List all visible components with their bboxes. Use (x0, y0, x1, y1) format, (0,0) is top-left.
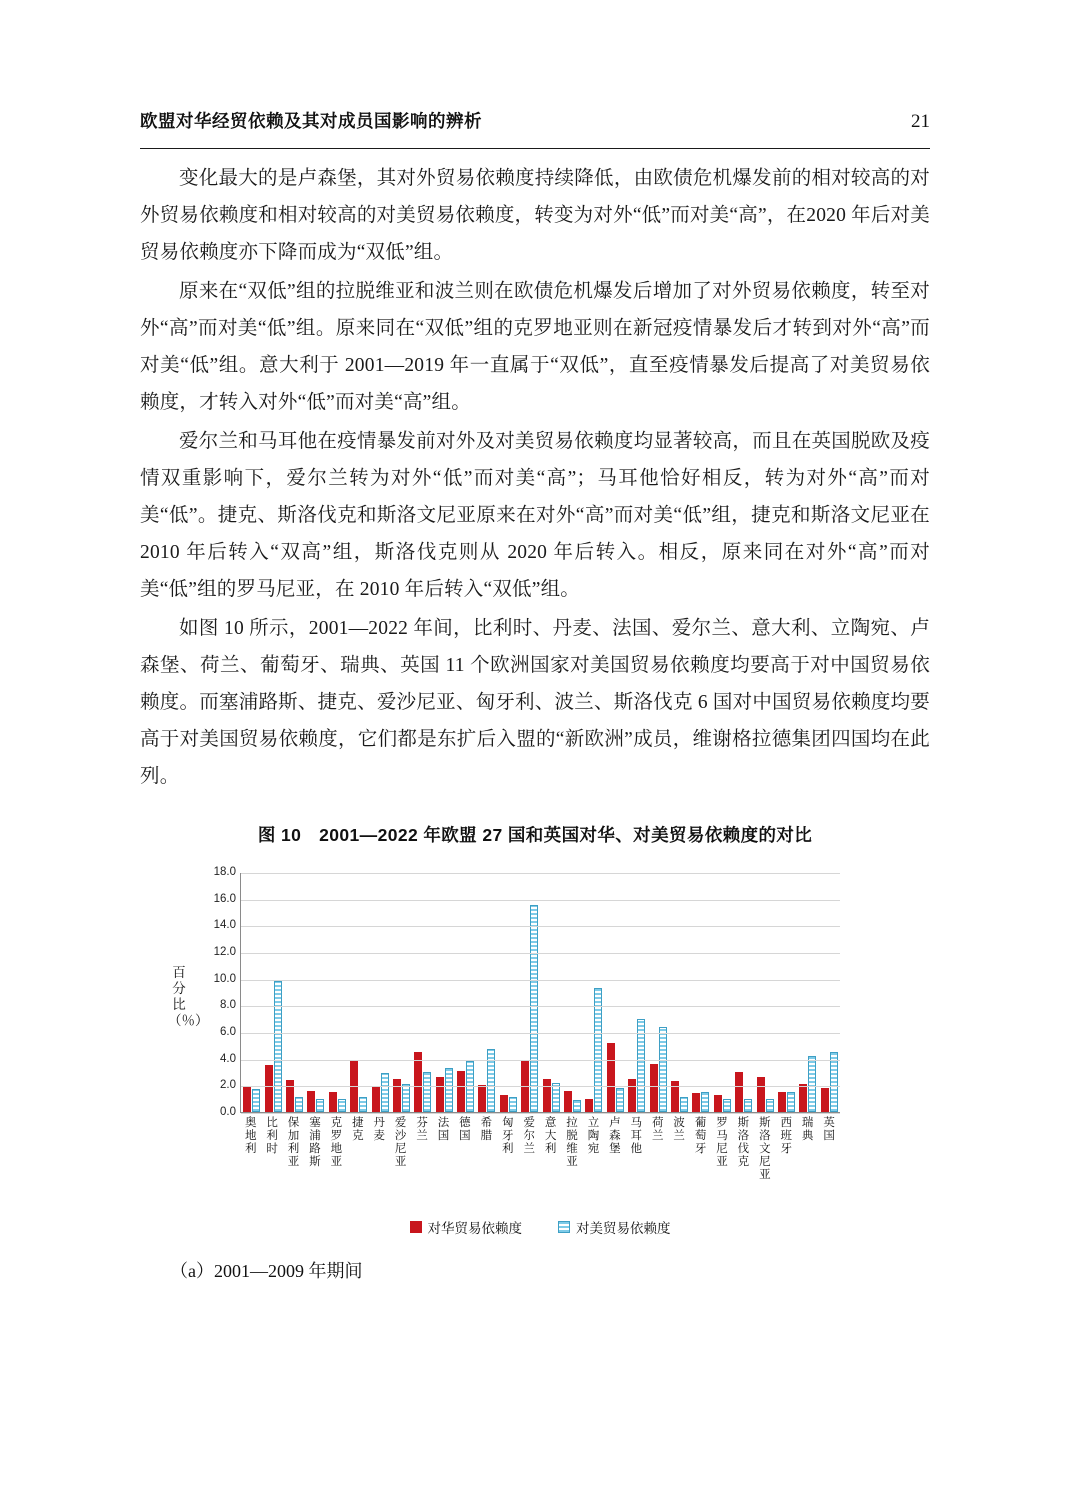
bar-group (626, 873, 647, 1112)
bar-us (381, 1073, 389, 1112)
legend-swatch-cn (410, 1221, 422, 1233)
x-axis-tick: 匈牙利 (502, 1117, 514, 1155)
y-axis-tick: 2.0 (220, 1079, 236, 1092)
bar-us (723, 1099, 731, 1112)
x-axis-tick: 斯洛文尼亚 (759, 1117, 771, 1181)
bar-cn (714, 1095, 722, 1112)
bar-us (316, 1099, 324, 1112)
x-axis-tick: 卢森堡 (609, 1117, 621, 1155)
bar-cn (500, 1095, 508, 1112)
bar-us (402, 1084, 410, 1112)
chart-bars (241, 873, 840, 1112)
x-axis-tick: 德国 (459, 1117, 471, 1142)
bar-group (412, 873, 433, 1112)
x-axis-tick: 爱沙尼亚 (394, 1117, 407, 1168)
bar-group (669, 873, 690, 1112)
legend-label-us: 对美贸易依赖度 (576, 1221, 671, 1236)
bar-group (605, 873, 626, 1112)
legend-label-cn: 对华贸易依赖度 (427, 1221, 522, 1236)
bar-group (284, 873, 305, 1112)
x-axis-tick: 波兰 (673, 1117, 685, 1142)
bar-us (659, 1027, 667, 1112)
bar-group (369, 873, 390, 1112)
figure-block (140, 822, 930, 1281)
bar-us (744, 1099, 752, 1112)
body-text (140, 160, 930, 797)
gridline (241, 1113, 840, 1114)
x-axis-tick: 希腊 (480, 1117, 493, 1142)
x-axis-tick: 奥地利 (244, 1117, 257, 1155)
gridline (241, 980, 840, 981)
bar-group (455, 873, 476, 1112)
bar-cn (457, 1071, 465, 1112)
bar-group (327, 873, 348, 1112)
x-axis-tick: 塞浦路斯 (309, 1117, 321, 1168)
bar-group (733, 873, 754, 1112)
bar-us (274, 981, 282, 1112)
page-header (140, 108, 930, 133)
x-axis-tick: 罗马尼亚 (716, 1117, 728, 1168)
bar-us (530, 905, 538, 1112)
x-axis-tick: 拉脱维亚 (566, 1117, 578, 1168)
bar-group (583, 873, 604, 1112)
bar-cn (329, 1092, 337, 1112)
paragraph: 爱尔兰和马耳他在疫情暴发前对外及对美贸易依赖度均显著较高，而且在英国脱欧及疫情双重影响下，爱尔兰转为对外“低”而对美“高”；马耳他恰好相反，转为对外“高”而对美“低”。捷克、斯洛伐克和斯洛文尼亚原来在对外“高”而对美“低”组，捷克和斯洛文尼亚在 2010 年后转入“双高”组，斯洛伐克则从 2020 年后转入。相反，原来同在对外“高”而对美“低”组的罗马尼亚，在 2010 年后转入“双低”组。 (140, 431, 930, 600)
bar-group (519, 873, 540, 1112)
bar-group (241, 873, 262, 1112)
bar-group (562, 873, 583, 1112)
x-axis-tick: 葡萄牙 (694, 1117, 707, 1155)
x-axis-tick: 意大利 (544, 1117, 557, 1155)
bar-cn (265, 1065, 273, 1112)
bar-cn (243, 1087, 251, 1112)
gridline (241, 1086, 840, 1087)
header-divider (140, 148, 930, 149)
x-axis-tick: 斯洛伐克 (737, 1117, 750, 1168)
legend-item-cn (410, 1217, 523, 1237)
paragraph: 变化最大的是卢森堡，其对外贸易依赖度持续降低，由欧债危机爆发前的相对较高的对外贸易依赖度和相对较高的对美贸易依赖度，转变为对外“低”而对美“高”，在2020 年后对美贸易依赖度亦下降而成为“双低”组。 (140, 168, 930, 263)
bar-us (295, 1097, 303, 1112)
y-axis-tick: 14.0 (213, 919, 236, 932)
gridline (241, 1033, 840, 1034)
bar-cn (436, 1077, 444, 1112)
bar-group (819, 873, 840, 1112)
bar-cn (650, 1064, 658, 1112)
bar-group (476, 873, 497, 1112)
gridline (241, 900, 840, 901)
y-axis-tick: 8.0 (220, 999, 236, 1012)
bar-us (252, 1089, 260, 1112)
gridline (241, 1060, 840, 1061)
bar-us (573, 1100, 581, 1112)
bar-cn (735, 1072, 743, 1112)
bar-cn (372, 1087, 380, 1112)
gridline (241, 873, 840, 874)
gridline (241, 1006, 840, 1007)
x-axis-tick: 西班牙 (780, 1117, 792, 1155)
bar-group (262, 873, 283, 1112)
x-axis-tick: 英国 (823, 1117, 835, 1142)
x-axis-tick: 瑞典 (801, 1117, 814, 1142)
y-axis-tick: 16.0 (213, 892, 236, 905)
x-axis-tick: 保加利亚 (287, 1117, 300, 1168)
bar-cn (799, 1084, 807, 1112)
bar-group (434, 873, 455, 1112)
bar-us (359, 1097, 367, 1112)
bar-group (712, 873, 733, 1112)
bar-us (830, 1052, 838, 1112)
paragraph: 原来在“双低”组的拉脱维亚和波兰则在欧债危机爆发后增加了对外贸易依赖度，转至对外“高”而对美“低”组。原来同在“双低”组的克罗地亚则在新冠疫情暴发后才转到对外“高”而对美“低”组。意大利于 2001—2019 年一直属于“双低”，直至疫情暴发后提高了对美贸易依赖度，才转入对外“低”而对美“高”组。 (140, 281, 930, 413)
x-axis-tick: 捷克 (352, 1117, 364, 1142)
bar-group (305, 873, 326, 1112)
y-axis-tick: 18.0 (213, 866, 236, 878)
y-axis-tick: 4.0 (220, 1052, 236, 1065)
bar-us (445, 1068, 453, 1112)
bar-cn (307, 1091, 315, 1112)
bar-cn (778, 1092, 786, 1112)
bar-cn (564, 1091, 572, 1112)
bar-group (754, 873, 775, 1112)
bar-chart (140, 865, 930, 1281)
bar-cn (286, 1080, 294, 1112)
y-axis-tick: 12.0 (213, 946, 236, 958)
chart-x-labels (240, 1117, 840, 1182)
bar-us (509, 1097, 517, 1112)
x-axis-tick: 丹麦 (373, 1117, 385, 1142)
gridline (241, 926, 840, 927)
legend-swatch-us (558, 1221, 570, 1233)
paragraph: 如图 10 所示，2001—2022 年间，比利时、丹麦、法国、爱尔兰、意大利、立陶宛、卢森堡、荷兰、葡萄牙、瑞典、英国 11 个欧洲国家对美国贸易依赖度均要高于对中国贸易依赖度。而塞浦路斯、捷克、爱沙尼亚、匈牙利、波兰、斯洛伐克 6 国对中国贸易依赖度均要高于对美国贸易依赖度，它们都是东扩后入盟的“新欧洲”成员，维谢格拉德集团四国均在此列。 (140, 618, 930, 787)
bar-us (423, 1072, 431, 1112)
bar-us (338, 1099, 346, 1112)
bar-cn (414, 1052, 422, 1112)
bar-group (776, 873, 797, 1112)
bar-us (616, 1088, 624, 1112)
bar-group (797, 873, 818, 1112)
x-axis-tick: 马耳他 (630, 1117, 643, 1155)
figure-caption: （a）2001—2009 年期间 (170, 1261, 363, 1281)
y-axis-tick: 6.0 (220, 1026, 236, 1038)
y-axis-tick: 10.0 (213, 972, 236, 985)
running-head: 欧盟对华经贸依赖及其对成员国影响的辨析 (140, 111, 482, 131)
legend-item-us (558, 1217, 671, 1237)
bar-cn (393, 1079, 401, 1112)
x-axis-tick: 立陶宛 (587, 1117, 600, 1155)
gridline (241, 953, 840, 954)
x-axis-tick: 爱尔兰 (523, 1117, 535, 1155)
bar-cn (628, 1079, 636, 1112)
chart-plot-area (213, 866, 840, 1118)
x-axis-tick: 荷兰 (651, 1117, 664, 1142)
bar-cn (543, 1079, 551, 1112)
bar-cn (757, 1077, 765, 1112)
page-number: 21 (911, 111, 930, 132)
bar-us (680, 1097, 688, 1112)
bar-us (787, 1092, 795, 1112)
x-axis-tick: 克罗地亚 (330, 1117, 343, 1168)
bar-group (348, 873, 369, 1112)
y-axis-title: 百分比（％） (168, 965, 209, 1028)
bar-cn (692, 1093, 700, 1112)
bar-cn (585, 1099, 593, 1112)
x-axis-tick: 法国 (437, 1117, 450, 1142)
bar-group (391, 873, 412, 1112)
bar-us (808, 1056, 816, 1112)
bar-us (766, 1099, 774, 1112)
bar-us (701, 1092, 709, 1112)
y-axis-tick: 0.0 (220, 1106, 236, 1118)
figure-title: 图 10 2001—2022 年欧盟 27 国和英国对华、对美贸易依赖度的对比 (257, 825, 813, 845)
bar-cn (478, 1085, 486, 1112)
bar-cn (607, 1043, 615, 1112)
bar-group (647, 873, 668, 1112)
bar-cn (821, 1088, 829, 1112)
bar-group (690, 873, 711, 1112)
x-axis-tick: 芬兰 (416, 1117, 428, 1142)
bar-group (498, 873, 519, 1112)
chart-legend (240, 1217, 840, 1237)
bar-group (540, 873, 561, 1112)
x-axis-tick: 比利时 (266, 1117, 278, 1155)
